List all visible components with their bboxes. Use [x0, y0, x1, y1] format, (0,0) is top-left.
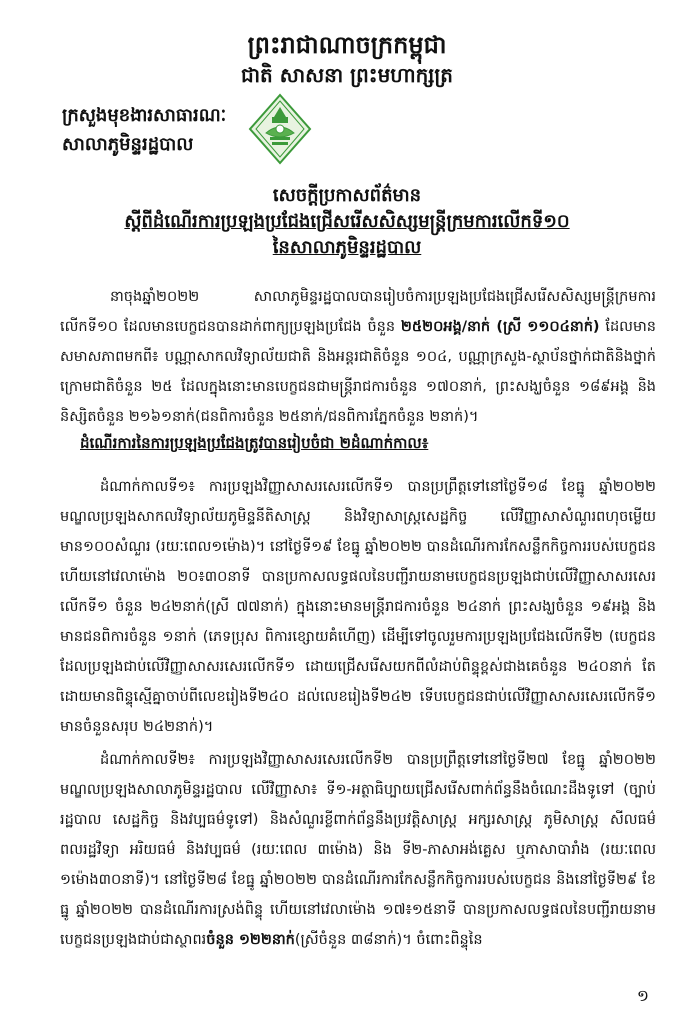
- final-pass-count: ចំនួន ១២២នាក់: [206, 932, 295, 948]
- school-logo: [248, 93, 312, 165]
- section-heading: ដំណើរការនៃការប្រឡងប្រជែងត្រូវបានរៀបចំជា ២ដំណាក់កាល៖: [80, 434, 429, 452]
- kingdom-heading: ព្រះរាជាណាចក្រកម្ពុជា: [247, 31, 447, 59]
- paragraph-intro-text-b: ដែលមានសមាសភាពមកពី៖ បណ្ណាសាកលវិទ្យាល័យជាតិ និងអន្តរជាតិចំនួន ១០៤, បណ្ណាក្រសួង-ស្ថាប័នថ្នាក់ជាតិនិងថ្នាក់ក្រោមជាតិចំនួន ២៥ ដែលក្នុងនោះមានបេក្ខជនជាមន្ត្រីរាជការចំនួន ១៧០នាក់, ព្រះសង្ឃចំនួន ១៨៩អង្គ និងនិស្សិតចំនួន ២១៦១នាក់(ជនពិការចំនួន ២៥នាក់/ជនពិការភ្នែកចំនួន ២នាក់)។: [60, 319, 656, 425]
- national-motto: ជាតិ សាសនា ព្រះមហាក្សត្រ: [241, 63, 453, 87]
- paragraph-intro: [60, 282, 656, 432]
- paragraph-stage-2-text-b: (ស្រីចំនួន ៣៨នាក់)។ ចំពោះពិន្ទុនៃ: [294, 932, 483, 948]
- paragraph-intro-text-a: នាចុងឆ្នាំ២០២២ សាលាភូមិន្ទរដ្ឋបាលបានរៀបចំការប្រឡងប្រជែងជ្រើសរើសសិស្សមន្ត្រីក្រមការលើកទី១០ ដែលមានបេក្ខជនបានដាក់ពាក្យប្រឡងប្រជែង ចំនួន: [60, 289, 656, 335]
- announcement-title: [30, 183, 664, 261]
- paragraph-stage-1: ដំណាក់កាលទី១៖ ការប្រឡងវិញ្ញាសាសរសេរលើកទី១ បានប្រព្រឹត្តទៅនៅថ្ងៃទី១៨ ខែធ្នូ ឆ្នាំ២០២២ មណ្ឌលប្រឡងសាកលវិទ្យាល័យភូមិន្ទនីតិសាស្ត្រ និងវិទ្យាសាស្ត្រសេដ្ឋកិច្ច លើវិញ្ញាសាសំណួរពហុចម្លើយមាន១០០សំណួរ (រយៈពេល១ម៉ោង)។ នៅថ្ងៃទី១៩ ខែធ្នូ ឆ្នាំ២០២២ បានដំណើរការកែសន្លឹកកិច្ចការរបស់បេក្ខជន ហើយនៅវេលាម៉ោង ២០៖៣០នាទី បានប្រកាសលទ្ធផលនៃបញ្ជីរាយនាមបេក្ខជនប្រឡងជាប់លើវិញ្ញាសាសរសេរលើកទី១ ចំនួន ២៤២នាក់(ស្រី ៧៧នាក់) ក្នុងនោះមានមន្ត្រីរាជការចំនួន ២៤នាក់ ព្រះសង្ឃចំនួន ១៩អង្គ និងមានជនពិការចំនួន ១នាក់ (ភេទប្រុស ពិការខ្សោយគំហើញ) ដើម្បីទៅចូលរួមការប្រឡងប្រជែងលើកទី២ (បេក្ខជនដែលប្រឡងជាប់លើវិញ្ញាសាសរសេរលើកទី១ ដោយជ្រើសរើសយកពីលំដាប់ពិន្ទុខ្ពស់ជាងគេចំនួន ២៤០នាក់ តែដោយមានពិន្ទុស្មើគ្នាចាប់ពីលេខរៀងទី២៤០ ដល់លេខរៀងទី២៤២ ទើបបេក្ខជនជាប់លើវិញ្ញាសាសរសេរលើកទី១ មានចំនួនសរុប ២៤២នាក់)។: [60, 479, 656, 735]
- ministry-name: ក្រសួងមុខងារសាធារណៈ: [62, 105, 227, 126]
- candidate-total: ២៥២០អង្គ/នាក់ (ស្រី ១១០៤នាក់): [400, 319, 600, 335]
- paragraph-stage-2: [60, 745, 656, 955]
- title-line-3: នៃសាលាភូមិន្ទរដ្ឋបាល: [272, 237, 422, 258]
- school-name: សាលាភូមិន្ទរដ្ឋបាល: [62, 134, 194, 155]
- page-number: ១: [636, 986, 649, 1005]
- title-line-2: ស្ដីពីដំណើរការប្រឡងប្រជែងជ្រើសរើសសិស្សមន្ត្រីក្រមការលើកទី១០: [124, 211, 570, 232]
- title-line-1: សេចក្ដីប្រកាសព័ត៌មាន: [272, 185, 422, 206]
- paragraph-stage-2-text-a: ដំណាក់កាលទី២៖ ការប្រឡងវិញ្ញាសាសរសេរលើកទី២ បានប្រព្រឹត្តទៅនៅថ្ងៃទី២៧ ខែធ្នូ ឆ្នាំ២០២២ មណ្ឌលប្រឡងសាលាភូមិន្ទរដ្ឋបាល លើវិញ្ញាសា៖ ទី១-អត្ថាធិប្បាយជ្រើសរើសពាក់ព័ន្ធនឹងចំណេះដឹងទូទៅ (ច្បាប់ រដ្ឋបាល សេដ្ឋកិច្ច និងវប្បធម៌ទូទៅ) និងសំណួរខ្លីពាក់ព័ន្ធនឹងប្រវត្តិសាស្ត្រ អក្សរសាស្ត្រ ភូមិសាស្ត្រ សីលធម៌ ពលរដ្ឋវិទ្យា អរិយធម៌ និងវប្បធម៌ (រយៈពេល ៣ម៉ោង) និង ទី២-ភាសាអង់គ្លេស ឬភាសាបារាំង (រយៈពេល ១ម៉ោង៣០នាទី)។ នៅថ្ងៃទី២៨ ខែធ្នូ ឆ្នាំ២០២២ បានដំណើរការកែសន្លឹកកិច្ចការរបស់បេក្ខជន និងនៅថ្ងៃទី២៩ ខែធ្នូ ឆ្នាំ២០២២ បានដំណើរការស្រង់ពិន្ទុ ហើយនៅវេលាម៉ោង ១៧៖១៥នាទី បានប្រកាសលទ្ធផលនៃបញ្ជីរាយនាមបេក្ខជនប្រឡងជាប់ជាស្ថាពរ: [60, 752, 656, 948]
